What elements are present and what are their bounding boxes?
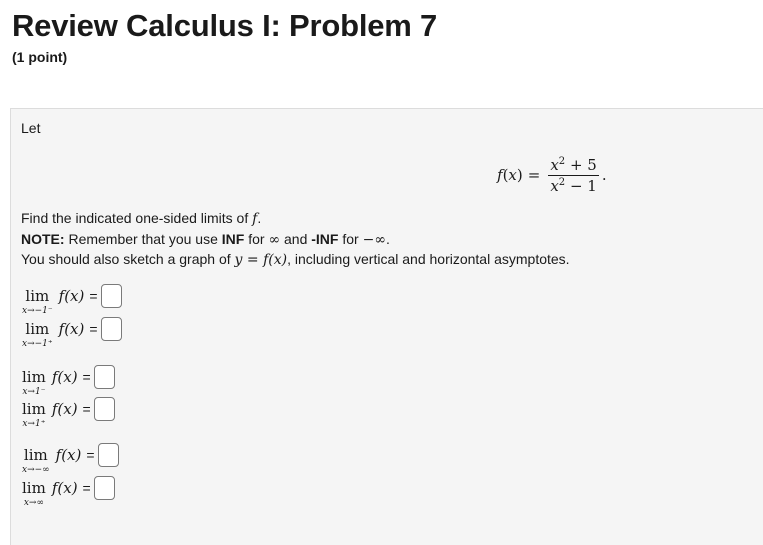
note-neg-inf: -INF [311,231,339,247]
lim-subscript: x→−∞ [22,465,50,475]
problem-points: (1 point) [12,49,68,65]
limit-operator [22,447,50,475]
num-exponent: 2 [558,155,566,167]
limit-row [22,401,115,429]
note-end: . [386,231,390,247]
sketch-equation: y = f(x) [234,252,288,268]
instruction-var: f [252,211,258,227]
limit-expression: f(x) [58,320,85,338]
note-sym-inf: ∞ [268,232,281,248]
note-text-b: for [244,231,269,247]
limit-equals: = [82,369,91,385]
lim-word: lim [25,320,50,338]
limit-row [22,480,115,508]
den-x: x [550,176,559,195]
note-text-d: for [338,231,363,247]
problem-panel [10,108,763,545]
eq-lhs-f: f [497,166,503,184]
note-line [21,231,390,248]
limit-row [22,369,115,397]
instruction-end: . [257,210,262,226]
eq-denominator [548,176,599,194]
lim-word: lim [22,368,46,386]
limit-operator [22,369,46,397]
note-inf: INF [221,231,245,247]
answer-input-3[interactable] [94,365,115,389]
problem-title: Review Calculus I: Problem 7 [12,8,438,43]
lim-subscript: x→1⁻ [22,387,46,397]
lim-word: lim [25,287,50,305]
limit-equals: = [86,447,95,463]
instruction-text: Find the indicated one-sided limits of [21,210,253,226]
eq-numerator [548,157,599,175]
lim-subscript: x→∞ [23,498,44,508]
lim-word: lim [22,479,46,497]
answer-input-1[interactable] [101,284,122,308]
limit-expression: f(x) [55,446,82,464]
eq-lhs-open: ( [502,166,509,184]
limit-equals: = [82,401,91,417]
limit-expression: f(x) [58,287,85,305]
answer-input-6[interactable] [94,476,115,500]
limit-operator [22,401,46,429]
eq-equals: = [527,166,541,184]
eq-period: . [601,166,607,184]
answer-input-4[interactable] [94,397,115,421]
sketch-text-a: You should also sketch a graph of [21,251,235,267]
num-rest: + 5 [569,155,597,174]
limit-expression: f(x) [51,479,78,497]
note-sym-neg-inf: −∞ [362,232,386,248]
problem-intro: Let [21,120,41,136]
den-exponent: 2 [558,176,566,188]
note-text-a: Remember that you use [64,231,222,247]
num-x: x [550,155,559,174]
lim-subscript: x→−1⁻ [22,306,53,316]
function-definition [497,153,607,197]
lim-subscript: x→−1⁺ [22,339,53,349]
lim-word: lim [23,446,48,464]
sketch-text-b: , including vertical and horizontal asymptotes. [287,251,570,267]
limit-row [22,288,122,316]
limit-row [22,321,122,349]
note-label: NOTE: [21,231,65,247]
lim-subscript: x→1⁺ [22,419,46,429]
eq-lhs-x: x [508,166,517,184]
note-text-c: and [280,231,312,247]
limit-expression: f(x) [51,400,78,418]
sketch-line [21,251,570,268]
limit-expression: f(x) [51,368,78,386]
den-rest: − 1 [569,176,597,195]
lim-word: lim [22,400,46,418]
limit-operator [22,321,53,349]
limit-equals: = [89,288,98,304]
answer-input-5[interactable] [98,443,119,467]
instruction-line [21,210,261,227]
answer-input-2[interactable] [101,317,122,341]
eq-lhs-close: ) [516,166,523,184]
limit-equals: = [89,321,98,337]
eq-fraction [548,157,599,194]
limit-row [22,447,119,475]
limit-operator [22,480,46,508]
limit-equals: = [82,480,91,496]
limit-operator [22,288,53,316]
